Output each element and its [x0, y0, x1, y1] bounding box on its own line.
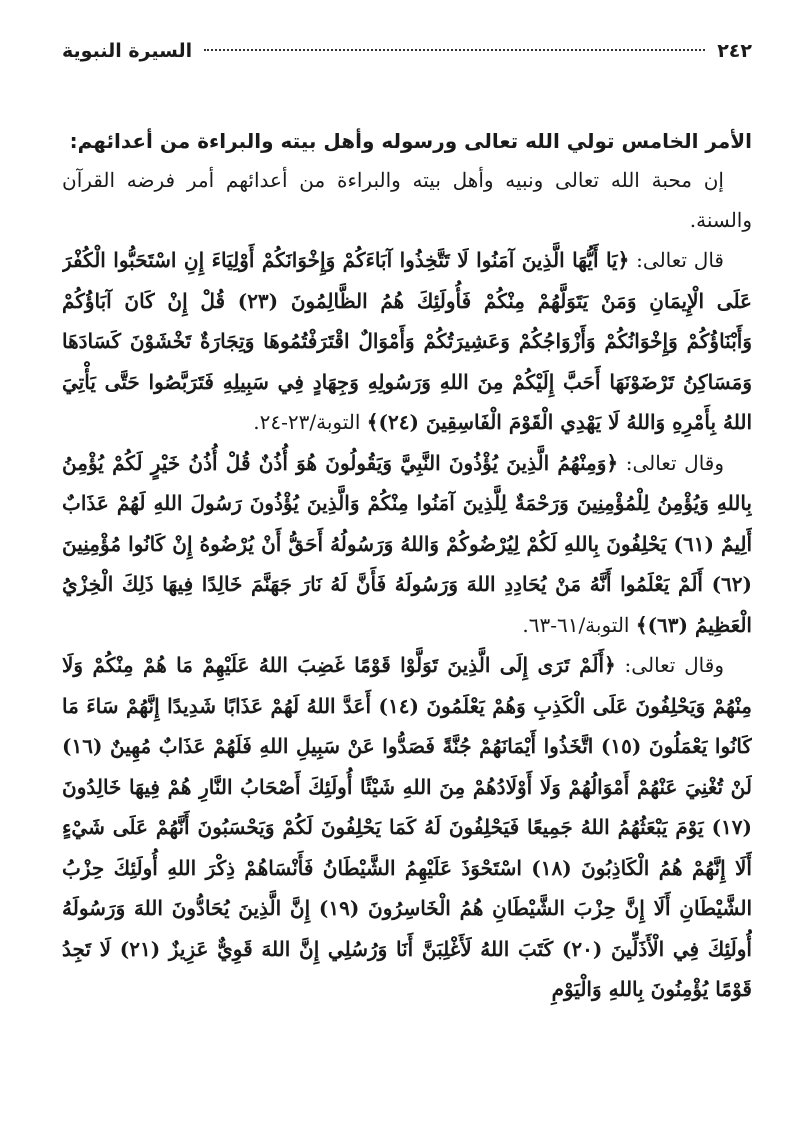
verse-paragraph-1 [62, 240, 752, 443]
book-title: السيرة النبوية [62, 40, 193, 62]
quran-verse-2: ﴿وَمِنْهُمُ الَّذِينَ يُؤْذُونَ النَّبِيَّ وَيَقُولُونَ هُوَ أُذُنٌ قُلْ أُذُنُ خَيْرٍ لَكُمْ يُؤْمِنُ بِاللهِ وَيُؤْمِنُ لِلْمُؤْمِنِينَ وَرَحْمَةٌ لِلَّذِينَ آمَنُوا مِنْكُمْ وَالَّذِينَ يُؤْذُونَ رَسُولَ اللهِ لَهُمْ عَذَابٌ أَلِيمٌ (٦١) يَحْلِفُونَ بِاللهِ لَكُمْ لِيُرْضُوكُمْ وَاللهُ وَرَسُولُهُ أَحَقُّ أَنْ يُرْضُوهُ إِنْ كَانُوا مُؤْمِنِينَ (٦٢) أَلَمْ يَعْلَمُوا أَنَّهُ مَنْ يُحَادِدِ اللهَ وَرَسُولَهُ فَأَنَّ لَهُ نَارَ جَهَنَّمَ خَالِدًا فِيهَا ذَلِكَ الْخِزْيُ الْعَظِيمُ (٦٣)﴾ [62, 450, 752, 637]
quran-verse-1: ﴿يَا أَيُّهَا الَّذِينَ آمَنُوا لَا تَتَّخِذُوا آبَاءَكُمْ وَإِخْوَانَكُمْ أَوْلِيَاءَ إِنِ اسْتَحَبُّوا الْكُفْرَ عَلَى الْإِيمَانِ وَمَنْ يَتَوَلَّهُمْ مِنْكُمْ فَأُولَئِكَ هُمُ الظَّالِمُونَ (٢٣) قُلْ إِنْ كَانَ آبَاؤُكُمْ وَأَبْنَاؤُكُمْ وَإِخْوَانُكُمْ وَأَزْوَاجُكُمْ وَعَشِيرَتُكُمْ وَأَمْوَالٌ اقْتَرَفْتُمُوهَا وَتِجَارَةٌ تَخْشَوْنَ كَسَادَهَا وَمَسَاكِنُ تَرْضَوْنَهَا أَحَبَّ إِلَيْكُمْ مِنَ اللهِ وَرَسُولِهِ وَجِهَادٍ فِي سَبِيلِهِ فَتَرَبَّصُوا حَتَّى يَأْتِيَ اللهُ بِأَمْرِهِ وَاللهُ لَا يَهْدِي الْقَوْمَ الْفَاسِقِينَ (٢٤)﴾ [62, 248, 752, 434]
intro-paragraph: إن محبة الله تعالى ونبيه وأهل بيته والبراءة من أعدائهم أمر فرضه القرآن والسنة. [62, 168, 752, 232]
surah-reference-1: التوبة/٢٣-٢٤. [253, 410, 367, 434]
header-dot-leader [204, 49, 705, 51]
verse-paragraph-3 [62, 645, 752, 1010]
section-heading: الأمر الخامس تولي الله تعالى ورسوله وأهل بيته والبراءة من أعدائهم: [69, 129, 752, 153]
verse-lead-1: قال تعالى: [629, 248, 724, 272]
page-number: ٢٤٢ [717, 40, 752, 62]
header-gap [62, 74, 752, 122]
surah-reference-2: التوبة/٦١-٦٣. [522, 612, 636, 637]
verse-lead-2: وقال تعالى: [618, 450, 725, 475]
book-page [62, 40, 752, 1120]
quran-verse-3: ﴿أَلَمْ تَرَى إِلَى الَّذِينَ تَوَلَّوْا قَوْمًا غَضِبَ اللهُ عَلَيْهِمْ مَا هُمْ مِنْكُمْ وَلَا مِنْهُمْ وَيَحْلِفُونَ عَلَى الْكَذِبِ وَهُمْ يَعْلَمُونَ (١٤) أَعَدَّ اللهُ لَهُمْ عَذَابًا شَدِيدًا إِنَّهُمْ سَاءَ مَا كَانُوا يَعْمَلُونَ (١٥) اتَّخَذُوا أَيْمَانَهُمْ جُنَّةً فَصَدُّوا عَنْ سَبِيلِ اللهِ فَلَهُمْ عَذَابٌ مُهِينٌ (١٦) لَنْ تُغْنِيَ عَنْهُمْ أَمْوَالُهُمْ وَلَا أَوْلَادُهُمْ مِنَ اللهِ شَيْئًا أُولَئِكَ أَصْحَابُ النَّارِ هُمْ فِيهَا خَالِدُونَ (١٧) يَوْمَ يَبْعَثُهُمُ اللهُ جَمِيعًا فَيَحْلِفُونَ لَهُ كَمَا يَحْلِفُونَ لَكُمْ وَيَحْسَبُونَ أَنَّهُمْ عَلَى شَيْءٍ أَلَا إِنَّهُمْ هُمُ الْكَاذِبُونَ (١٨) اسْتَحْوَذَ عَلَيْهِمُ الشَّيْطَانُ فَأَنْسَاهُمْ ذِكْرَ اللهِ أُولَئِكَ حِزْبُ الشَّيْطَانِ أَلَا إِنَّ حِزْبَ الشَّيْطَانِ هُمُ الْخَاسِرُونَ (١٩) إِنَّ الَّذِينَ يُحَادُّونَ اللهَ وَرَسُولَهُ أُولَئِكَ فِي الْأَذَلِّينَ (٢٠) كَتَبَ اللهُ لَأَغْلِبَنَّ أَنَا وَرُسُلِي إِنَّ اللهَ قَوِيٌّ عَزِيزٌ (٢١) لَا تَجِدُ قَوْمًا يُؤْمِنُونَ بِاللهِ وَالْيَوْمِ [62, 653, 752, 1001]
running-header [62, 40, 752, 74]
verse-lead-3: وقال تعالى: [615, 653, 724, 677]
verse-paragraph-2 [62, 443, 752, 646]
